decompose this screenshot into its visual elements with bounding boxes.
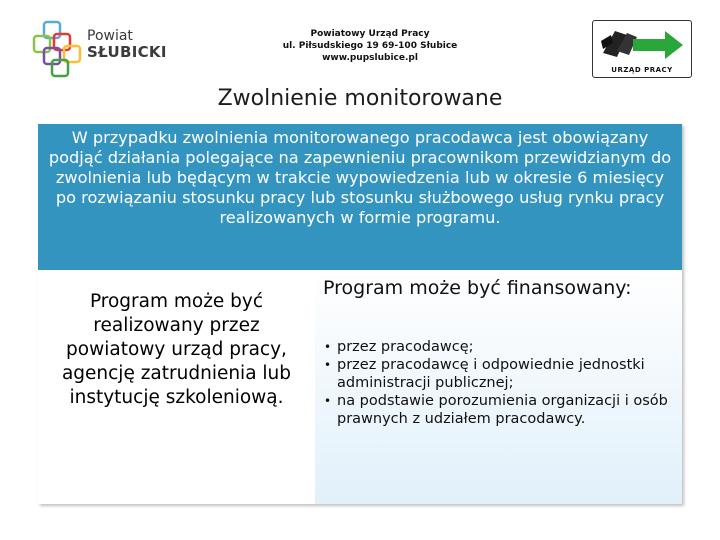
urzad-pracy-caption: URZĄD PRACY [611, 66, 673, 74]
intro-text: W przypadku zwolnienia monitorowanego pracodawca jest obowiązany podjąć działania polegające na zapewnieniu pracownikom przewidzianym do zwolnienia lub będącym w trakcie wypowiedzenia lub w okresie 6 miesięcy po rozwiązaniu stosunku pracy lub stosunku służbowego usług rynku pracy realizowanych w formie programu. [48, 128, 672, 227]
implementation-text: Program może być realizowany przez powiatowy urząd pracy, agencję zatrudnienia lub instytucję szkoleniową. [61, 291, 292, 408]
logo-line-1: Powiat [87, 28, 133, 44]
financing-list [323, 338, 673, 428]
colored-squares-icon [30, 18, 88, 80]
urzad-pracy-logo [592, 20, 692, 78]
intro-box [38, 124, 682, 270]
financing-box [315, 270, 682, 504]
office-address: ul. Piłsudskiego 19 69-100 Słubice [282, 41, 458, 52]
implementation-box [38, 270, 315, 504]
office-name: Powiatowy Urząd Pracy [310, 29, 430, 39]
office-website: www.pupslubice.pl [322, 53, 418, 64]
powiat-slubicki-logo [30, 18, 175, 80]
list-item: • na podstawie porozumienia organizacji i osób prawnych z udziałem pracodawcy. [323, 392, 673, 428]
list-item: • przez pracodawcę; [323, 338, 673, 356]
list-item: • przez pracodawcę i odpowiednie jednostki administracji publicznej; [323, 356, 673, 392]
slide-title: Zwolnienie monitorowane [217, 86, 503, 111]
financing-title: Program może być finansowany: [323, 277, 632, 299]
logo-line-2: SŁUBICKI [87, 43, 167, 62]
office-contact [250, 28, 490, 64]
urzad-pracy-arrow-icon [593, 23, 691, 67]
logo-wordmark [87, 28, 167, 61]
